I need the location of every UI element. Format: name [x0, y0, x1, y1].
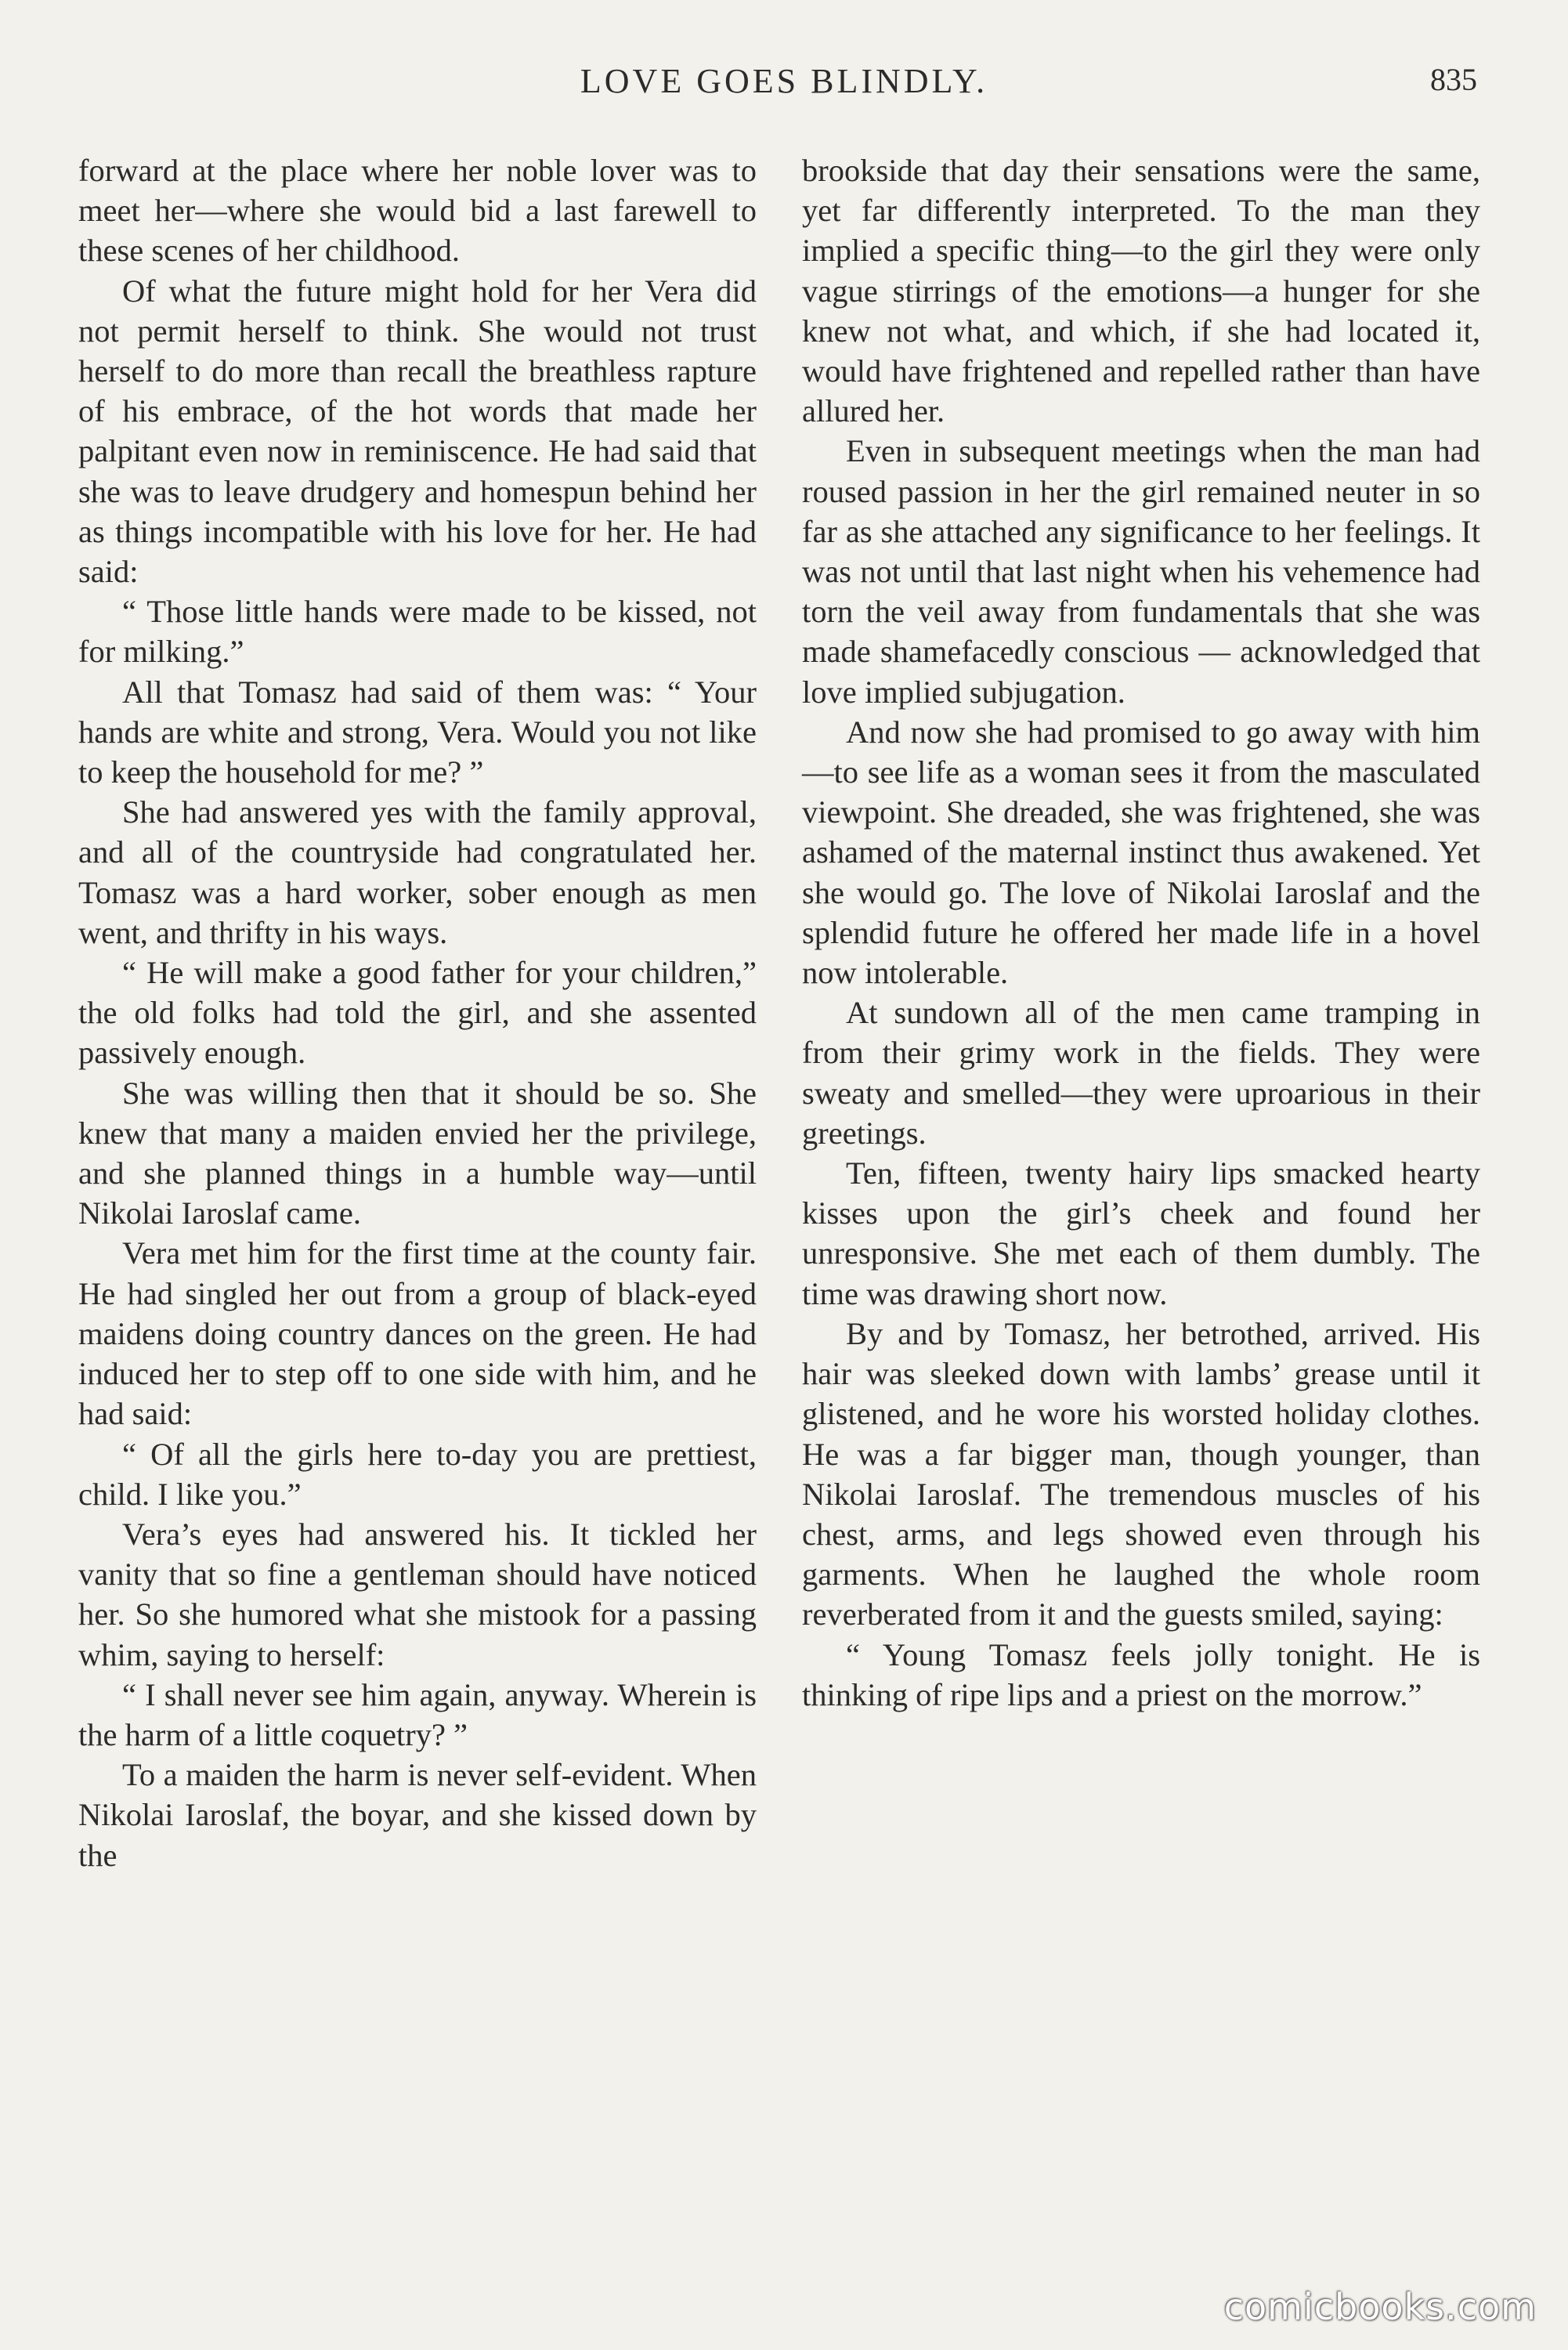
paragraph: forward at the place where her noble lover was to meet her—where she would bid a last farewell to these scenes of her childhood.	[78, 153, 757, 269]
paragraph: “ Of all the girls here to-day you are prettiest, child. I like you.”	[78, 1436, 757, 1512]
paragraph: Vera’s eyes had answered his. It tickled her vanity that so fine a gentleman should have noticed her. So she humored what she mistook for a passing whim, saying to herself:	[78, 1516, 757, 1672]
left-column	[78, 150, 757, 1875]
right-column	[802, 150, 1480, 1715]
paragraph: brookside that day their sensations were the same, yet far differently interpreted. To the man they implied a specific thing—to the girl they were only vague stirrings of the emotions—a hunger for she knew not what, and which, if she had located it, would have frightened and repelled rather than have allured her.	[802, 153, 1480, 429]
paragraph: Ten, fifteen, twenty hairy lips smacked hearty kisses upon the girl’s cheek and found her unresponsive. She met each of them dumbly. The time was drawing short now.	[802, 1155, 1480, 1311]
paragraph: All that Tomasz had said of them was: “ Your hands are white and strong, Vera. Would you not like to keep the household for me? ”	[78, 674, 757, 790]
paragraph: “ I shall never see him again, anyway. Wherein is the harm of a little coquetry? ”	[78, 1676, 757, 1752]
running-title: LOVE GOES BLINDLY.	[580, 62, 988, 100]
paragraph: To a maiden the harm is never self-evident. When Nikolai Iaroslaf, the boyar, and she kissed down by the	[78, 1757, 757, 1873]
paragraph: “ Young Tomasz feels jolly tonight. He is thinking of ripe lips and a priest on the morrow.”	[802, 1636, 1480, 1712]
watermark-text: comicbooks.com	[1223, 2286, 1537, 2328]
paragraph: Vera met him for the first time at the county fair. He had singled her out from a group of black-eyed maidens doing country dances on the green. He had induced her to step off to one side with him, and he had said:	[78, 1235, 757, 1432]
paragraph: “ He will make a good father for your children,” the old folks had told the girl, and she assented passively enough.	[78, 955, 757, 1071]
paragraph: By and by Tomasz, her betrothed, arrived. His hair was sleeked down with lambs’ grease until it glistened, and he wore his worsted holiday clothes. He was a far bigger man, though younger, than Nikolai Iaroslaf. The tremendous muscles of his chest, arms, and legs showed even through his garments. When he laughed the whole room reverberated from it and the guests smiled, saying:	[802, 1315, 1480, 1632]
paragraph: At sundown all of the men came tramping in from their grimy work in the fields. They were sweaty and smelled—they were uproarious in their greetings.	[802, 995, 1480, 1151]
paragraph: “ Those little hands were made to be kissed, not for milking.”	[78, 594, 757, 670]
paragraph: She had answered yes with the family approval, and all of the countryside had congratulated her. Tomasz was a hard worker, sober enough as men went, and thrifty in his ways.	[78, 794, 757, 950]
paragraph: Of what the future might hold for her Vera did not permit herself to think. She would not trust herself to do more than recall the breathless rapture of his embrace, of the hot words that made her palpitant even now in reminiscence. He had said that she was to leave drudgery and homespun behind her as things incompatible with his love for her. He had said:	[78, 273, 757, 590]
paragraph: Even in subsequent meetings when the man had roused passion in her the girl remained neuter in so far as she attached any significance to her feelings. It was not until that last night when his vehemence had torn the veil away from fundamentals that she was made shamefacedly conscious — acknowledged that love implied subjugation.	[802, 433, 1480, 710]
page-number: 835	[1430, 62, 1477, 97]
paragraph: She was willing then that it should be so. She knew that many a maiden envied her the privilege, and she planned things in a humble way—until Nikolai Iaroslaf came.	[78, 1075, 757, 1231]
paragraph: And now she had promised to go away with him—to see life as a woman sees it from the masculated viewpoint. She dreaded, she was frightened, she was ashamed of the maternal instinct thus awakened. Yet she would go. The love of Nikolai Iaroslaf and the splendid future he offered her made life in a hovel now intolerable.	[802, 714, 1480, 991]
page-header	[0, 61, 1568, 124]
